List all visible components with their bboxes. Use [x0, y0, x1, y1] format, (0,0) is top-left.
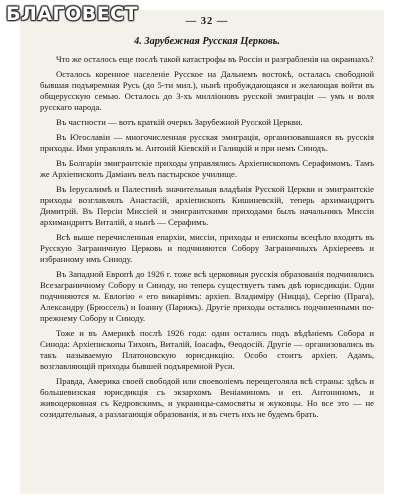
watermark-logo: БЛАГОВЕСТ [6, 3, 139, 25]
paragraph: Всѣ выше перечисленныя епархіи, миссіи, приходы и епископы всецѣло входятъ въ Русскую Заграничную Церковь и подчиняются Собору Заграничныхъ Архіереевъ и избранному имъ Синоду. [40, 232, 374, 264]
paragraph: Осталось коренное населеніе Русское на Дальнемъ востокѣ, осталась свободной бывшая подъяремная Русь (до 5-ти мил.), нынѣ пробуждающаяся и желающая войти въ общерусскую семью. Осталось до 3-хъ милліоновъ русской эмиграціи — умъ и воля русскаго народа. [40, 69, 374, 112]
paragraph: Что же осталось еще послѣ такой катастрофы въ Россіи и разграбленія на окраинахъ? [56, 54, 374, 64]
book-page [20, 10, 384, 494]
paragraph: Въ Болгаріи эмигрантскіе приходы управлялись Архіепископомъ Серафимомъ. Тамъ же Архіепископъ Даміанъ велъ пастырское училище. [40, 158, 374, 179]
paragraph: Въ частности — вотъ краткій очеркъ Зарубежной Русской Церкви. [56, 117, 303, 127]
paragraph: Правда, Америка своей свободой или своеволіемъ перещеголяла всѣ страны: здѣсь и большевизская юрисдикція съ экзархомъ Веніаминомъ и еп. Антониномъ, и живоцерковная съ Кедровскимъ, и украинцы-самосвяты и жуковцы. Но все это — не созидательныя, а разлагающія образованія, и въ счетъ ихъ не будемъ брать. [40, 376, 374, 419]
paragraph: Въ Іерусалимѣ и Палестинѣ значительныя владѣнія Русской Церкви и эмигрантскіе приходы возглавлялъ Анастасій, архіепископъ Кишиневскій, теперь архимандритъ Димитрій. Въ Персіи Миссіей и эмигрантскими приходами былъ начальникъ Миссіи архимандритъ Виталій, а нынѣ — Серафимъ. [40, 184, 374, 227]
paragraph: Въ Югославіи — многочисленная русская эмиграція, организовавшаяся въ русскія приходы. Ими управлялъ м. Антоній Кіевскій и Галицкій и при немъ Синодъ. [40, 132, 374, 153]
section-title: 4. Зарубежная Русская Церковь. [134, 36, 280, 47]
paragraph: Въ Западной Европѣ до 1926 г. тоже всѣ церковныя русскія образованія подчинялись Всезаграничному Собору и Синоду, но теперь существуетъ тамъ двѣ юрисдикціи. Одни подчиняются м. Евлогію « его викаріямъ: архіеп. Владиміру (Ницца), Сергію (Прага), Александру (Брюссель) и Іоанну (Парижъ). Другіе приходы остались подчиненными по-прежнему Собору и Синоду. [40, 269, 374, 323]
paragraph: Тоже и въ Америкѣ послѣ 1926 года: одни остались подъ вѣдѣніемъ Собора и Синода: Архіепископы Тихонъ, Виталій, Іоасафъ, Ѳеодосій. Другіе — организовались въ такъ называемую Платоновскую юрисдикцію. Особо стоитъ архіеп. Адамъ, возглавляющій приходы бывшей подъяремной Руси. [40, 328, 374, 371]
page-number: — 32 — [185, 16, 229, 27]
